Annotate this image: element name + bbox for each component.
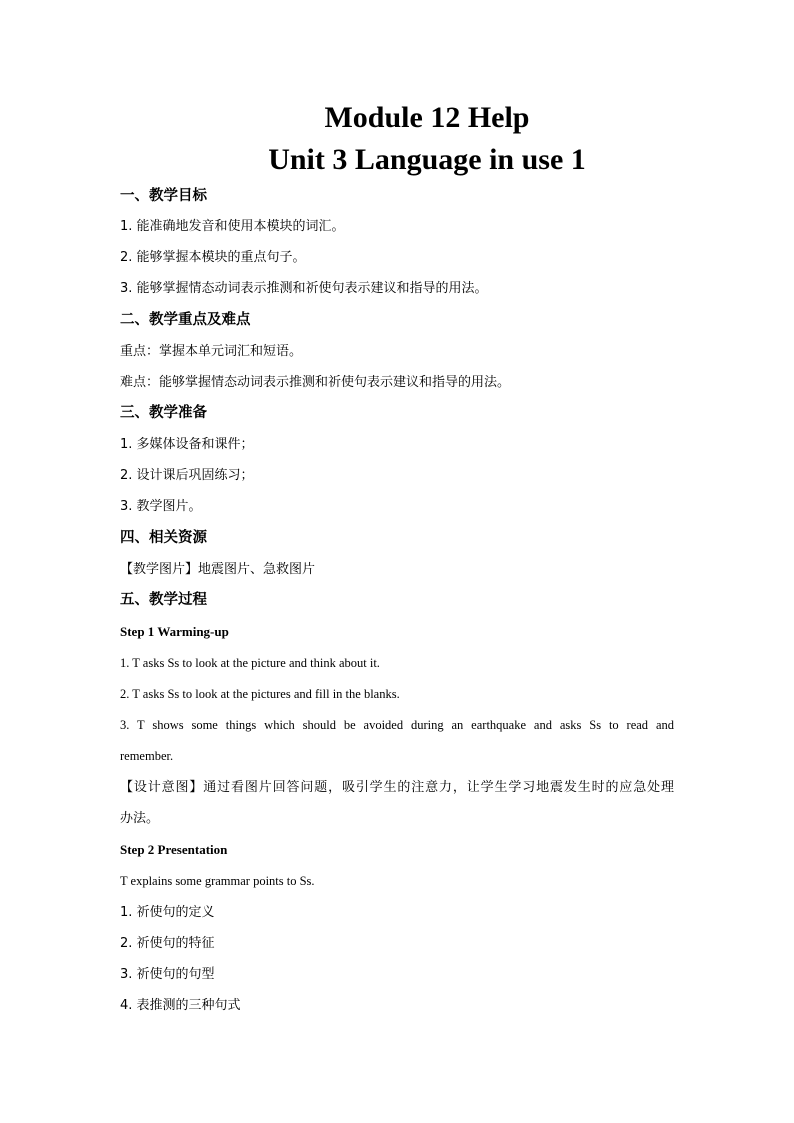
list-item: 2. T asks Ss to look at the pictures and fill in the blanks. <box>120 687 400 701</box>
list-item: 难点：能够掌握情态动词表示推测和祈使句表示建议和指导的用法。 <box>120 375 511 390</box>
list-item: 3. 祈使句的句型 <box>120 967 215 982</box>
list-item: remember. <box>120 749 174 763</box>
list-item: 2. 祈使句的特征 <box>120 936 215 951</box>
list-item: 重点：掌握本单元词汇和短语。 <box>120 344 303 359</box>
list-item: 3. 教学图片。 <box>120 499 202 514</box>
module-title: Module 12 Help <box>324 101 530 134</box>
section-heading-key-points: 二、教学重点及难点 <box>120 312 251 328</box>
paragraph: T explains some grammar points to Ss. <box>120 874 315 888</box>
list-item: 2. 设计课后巩固练习； <box>120 468 254 483</box>
list-item: 2. 能够掌握本模块的重点句子。 <box>120 250 306 265</box>
list-item: 1. T asks Ss to look at the picture and think about it. <box>120 656 380 670</box>
list-item: 【教学图片】地震图片、急救图片 <box>120 562 316 577</box>
list-item: 4. 表推测的三种句式 <box>120 998 241 1013</box>
section-heading-preparation: 三、教学准备 <box>120 405 207 421</box>
step-heading-warming-up: Step 1 Warming-up <box>120 624 229 639</box>
section-heading-resources: 四、相关资源 <box>120 530 207 546</box>
list-item: 1. 多媒体设备和课件； <box>120 437 254 452</box>
design-intent-line: 【设计意图】通过看图片回答问题，吸引学生的注意力，让学生学习地震发生时的应急处理 <box>120 780 674 795</box>
section-heading-process: 五、教学过程 <box>120 592 207 608</box>
list-item: 3. T shows some things which should be avoided during an earthquake and asks Ss to read and <box>120 718 674 732</box>
design-intent-line: 办法。 <box>120 811 160 826</box>
section-heading-objectives: 一、教学目标 <box>120 188 207 204</box>
step-heading-presentation: Step 2 Presentation <box>120 842 228 857</box>
list-item: 1. 祈使句的定义 <box>120 905 215 920</box>
list-item: 3. 能够掌握情态动词表示推测和祈使句表示建议和指导的用法。 <box>120 281 488 296</box>
list-item: 1. 能准确地发音和使用本模块的词汇。 <box>120 219 345 234</box>
unit-title: Unit 3 Language in use 1 <box>268 143 586 176</box>
